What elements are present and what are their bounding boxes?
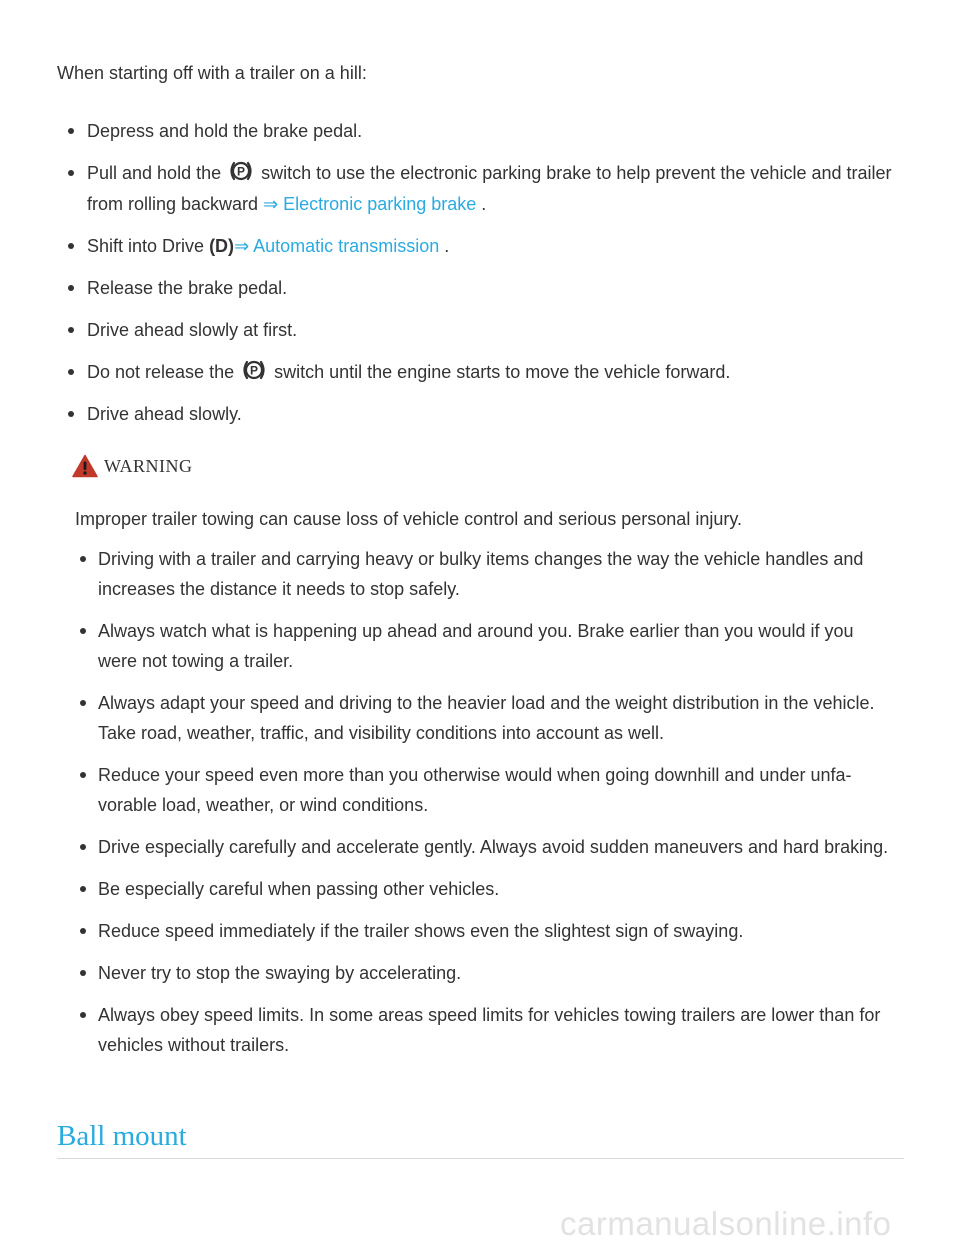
step-text: Depress and hold the brake pedal.	[87, 121, 363, 141]
svg-text:P: P	[237, 164, 246, 179]
gear-label: (D)	[209, 236, 235, 256]
warning-list	[80, 544, 890, 1072]
list-item: Always adapt your speed and driving to the heavier load and the weight distribution in the vehicle. Take road, weather, traffic, and visibility conditions into account as well.	[80, 688, 890, 748]
warning-triangle-icon	[72, 454, 98, 478]
list-item: Drive especially carefully and accelerate gently. Always avoid sudden maneuvers and hard braking.	[80, 832, 890, 862]
list-item: Never try to stop the swaying by accelerating.	[80, 958, 890, 988]
step-text: Drive ahead slowly at first.	[87, 320, 298, 340]
step-text: switch until the engine starts to move the vehicle forward.	[274, 362, 731, 382]
divider	[57, 1158, 904, 1159]
list-item: Be especially careful when passing other vehicles.	[80, 874, 890, 904]
list-item: Always obey speed limits. In some areas speed limits for vehicles towing trailers are lower than for vehicles without trailers.	[80, 1000, 890, 1060]
steps-list	[68, 116, 908, 441]
warning-label: WARNING	[104, 455, 193, 476]
list-item: Always watch what is happening up ahead and around you. Brake earlier than you would if you were not towing a trailer.	[80, 616, 890, 676]
list-item	[68, 357, 908, 388]
list-item: Reduce your speed even more than you otherwise would when going downhill and under unfavorable load, weather, or wind conditions.	[80, 760, 890, 820]
step-text: Shift into Drive	[87, 236, 205, 256]
warning-header	[72, 454, 193, 478]
parking-brake-switch-icon	[241, 359, 267, 381]
step-text: .	[444, 236, 450, 256]
step-text: .	[481, 194, 487, 214]
step-text: Release the brake pedal.	[87, 278, 288, 298]
watermark: carmanualsonline.info	[560, 1205, 892, 1242]
list-item	[68, 273, 908, 304]
list-item	[68, 116, 908, 147]
svg-text:P: P	[250, 363, 259, 378]
list-item	[68, 315, 908, 346]
link-automatic-transmission[interactable]: ⇒ Automatic transmission	[234, 236, 440, 256]
list-item	[68, 231, 908, 262]
step-text: Pull and hold the	[87, 163, 222, 183]
section-title: Ball mount	[57, 1120, 187, 1152]
link-electronic-parking-brake[interactable]: ⇒ Electronic parking brake	[263, 194, 477, 214]
list-item: Reduce speed immediately if the trailer shows even the slightest sign of swaying.	[80, 916, 890, 946]
warning-intro: Improper trailer towing can cause loss of vehicle control and serious personal injury.	[75, 509, 742, 529]
parking-brake-switch-icon	[228, 160, 254, 182]
intro-text: When starting off with a trailer on a hill:	[57, 63, 367, 83]
step-text: switch to use the electronic parking brake to help prevent the vehicle and trailer from rolling backward	[87, 163, 892, 214]
step-text: Do not release the	[87, 362, 235, 382]
step-text: Drive ahead slowly.	[87, 404, 242, 424]
list-item	[68, 399, 908, 430]
list-item: Driving with a trailer and carrying heavy or bulky items changes the way the vehicle handles and increases the distance it needs to stop safely.	[80, 544, 890, 604]
list-item	[68, 158, 908, 220]
